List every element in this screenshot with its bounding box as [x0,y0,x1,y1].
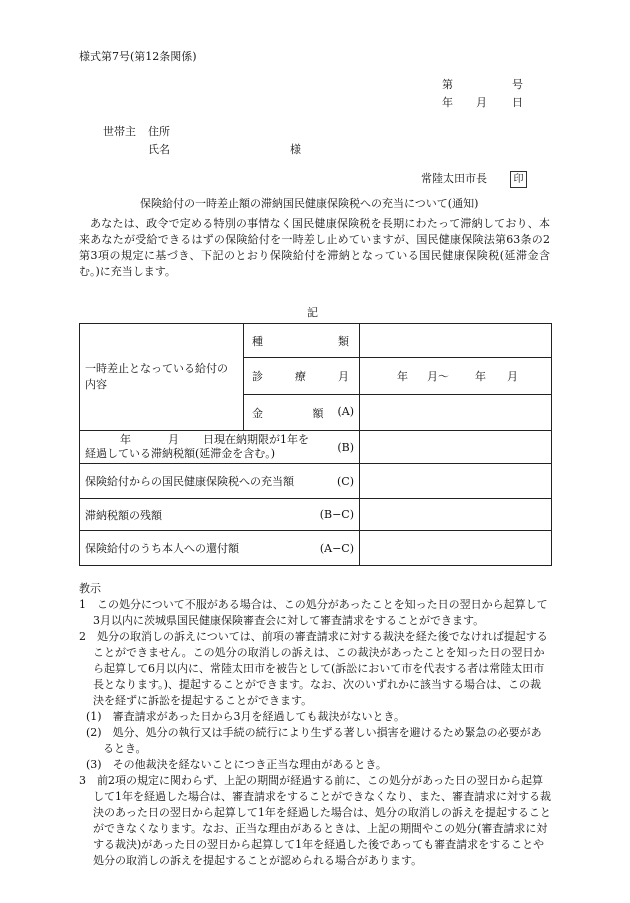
table-row [80,431,552,464]
table-row [80,531,552,566]
instruction-sub-1: (1) 審査請求があった日から3月を経過しても裁決がないとき。 [86,710,406,723]
date-day: 日 [512,96,523,109]
seal-mark: 印 [510,171,527,188]
instructions-heading: 教示 [79,582,101,595]
doc-number-dai: 第 [442,78,453,91]
withheld-label: 一時差止となっている給付の内容 [80,324,244,431]
date-year: 年 [442,96,453,109]
recipient-name-label: 氏名 [148,143,170,156]
instruction-item-1: 1 この処分について不服がある場合は、この処分があったことを知った日の翌日から起算して3月以内に茨城県国民健康保険審査会に対して審査請求をすることができます。 [79,598,548,627]
delinquent-value[interactable] [360,431,552,464]
refund-value[interactable] [360,531,552,566]
amount-label: 金 額 (A) [244,395,360,431]
amount-value[interactable] [360,395,552,431]
issuer-name: 常陸太田市長 [421,172,487,185]
applied-value[interactable] [360,464,552,499]
balance-label: 滞納税額の残額 (B−C) [80,499,360,531]
table-row [80,464,552,499]
instruction-item-2: 2 処分の取消しの訴えについては、前項の審査請求に対する裁決を経た後でなければ提起することができません。この処分の取消しの訴えは、この裁決があったことを知った日の翌日から起算して6月以内に、常陸太田市を被告として(訴訟において市を代表する者は常陸太田市長となります。)、提起することができます。なお、次のいずれかに該当する場合は、この裁決を経ずに訴訟を提起することができます。 [79,630,548,707]
applied-label: 保険給付からの国民健康保険税への充当額 (C) [80,464,360,499]
month-label: 診 療 月 [244,358,360,395]
instruction-sub-3: (3) その他裁決を経ないことにつき正当な理由があるとき。 [86,758,387,771]
instructions [79,581,551,869]
instruction-item-3: 3 前2項の規定に関わらず、上記の期間が経過する前に、この処分があった日の翌日から起算して1年を経過した場合は、審査請求をすることができなくなり、また、審査請求に対する裁決のあった日の翌日から起算して1年を経過した場合は、処分の取消しの訴えを提起することができなくなります。なお、正当な理由があるときは、上記の期間やこの処分(審査請求に対する裁決)があった日の翌日から起算して1年を経過した後であっても審査請求をすることや処分の取消しの訴えを提起することが認められる場合があります。 [79,774,551,867]
body-paragraph: あなたは、政令で定める特別の事情なく国民健康保険税を長期にわたって滞納しており、本来あなたが受給できるはずの保険給付を一時差し止めていますが、国民健康保険法第63条の2第3項の規定に基づき、下記のとおり保険給付を滞納となっている国民健康保険税(延滞金含む。)に充当します。 [79,217,550,278]
balance-value[interactable] [360,499,552,531]
recipient-honorific: 様 [290,143,301,156]
recipient-address-label: 住所 [148,125,170,138]
period-value[interactable]: 年 月〜 年 月 [360,358,552,395]
table-row [80,499,552,531]
ki-label: 記 [307,306,318,319]
details-table [79,323,552,566]
document-title: 保険給付の一時差止額の滞納国民健康保険税への充当について(通知) [140,197,479,210]
form-number: 様式第7号(第12条関係) [79,50,197,63]
instruction-sub-2: (2) 処分、処分の執行又は手続の続行により生ずる著しい損害を避けるため緊急の必要があるとき。 [86,726,542,755]
table-row [80,324,552,358]
doc-number-go: 号 [512,78,523,91]
type-value[interactable] [360,324,552,358]
type-label: 種 類 [244,324,360,358]
date-month: 月 [476,96,487,109]
delinquent-label: 年 月 日現在納期限が1年を 経過している滞納税額(延滞金を含む。) (B) [80,431,360,464]
refund-label: 保険給付のうち本人への還付額 (A−C) [80,531,360,566]
recipient-head-label: 世帯主 [103,125,136,138]
